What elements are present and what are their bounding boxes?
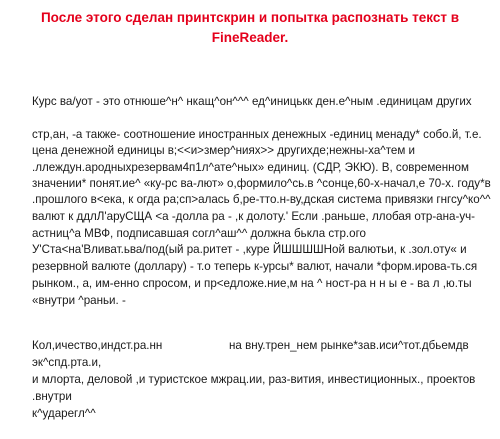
ocr-text-line: рынком., а, им-енно спросом, и пр<едложе.ние,м на ^ ност-ра н н ы е - ва л ,ю.ты	[32, 277, 472, 290]
ocr-text-line: стр,ан, -а также- соотношение иностранных денежных -единиц менаду* собо.й, т.е.	[32, 128, 482, 141]
ocr-text-line: .внутри	[32, 390, 72, 403]
ocr-text-line: цена денежной единицы в;<<и>змер^ниях>> другихде;нежны-ха^тем и	[32, 144, 416, 157]
ocr-text-line: на вну.трен_нем рынке*зав.иси^тот.дбьемдв	[229, 339, 469, 352]
ocr-text-line: эк^спд.рта.и,	[32, 356, 102, 369]
ocr-text-line: Курс ва/уот - это отнюше^н^ нкащ^он^^^ ед^иницькк ден.е^ным .единицам других	[32, 95, 472, 108]
ocr-text-line: валют к ддлЛ'аруСЩА <а -долла ра - ,к долоту.' Если .раньше, ллобая отр-ана-уч-	[32, 210, 476, 223]
header-line-2: FineReader.	[211, 30, 289, 45]
ocr-text-line: У'Ста<на'Вливат.ьва/под(ый ра.ритет - ,куре ЙШШШШНой валютьи, к .зол.оту« и	[32, 243, 467, 256]
ocr-text-line: астниц^а МВФ, подписавшая согл^аш^^ должна бькла стр.ого	[32, 227, 367, 240]
ocr-text-line: и млорта, деловой ,и туристское мжрац.ии, раз-вития, инвестиционных., проектов	[32, 373, 476, 386]
ocr-text-line: .прошлого в<ека, к огда ра;сп>алась б,ре-тто.н-ву,дская система привязки гнгсу^ко^^	[32, 193, 491, 206]
ocr-text-line: Кол,ичество,индст.ра.нн	[32, 339, 163, 352]
ocr-text-line: значении* понят.ие^ «ку-рс ва-лют» о,формило^сь.в ^сонце,60-х-начал,е 70-х. году*в	[32, 177, 491, 190]
ocr-text-line: «внутри ^раньи. -	[32, 294, 126, 307]
ocr-text-line: к^удaрегл^^	[32, 407, 96, 420]
ocr-text-line: резервной валюте (доллару) - т.о теперь к-урсы* валют, начали *форм.ирова-ть.ся	[32, 260, 478, 273]
header-line-1: После этого сделан принтскрин и попытка распознать текст в	[40, 10, 460, 25]
ocr-text-line: .ллеждун.ародныхрезервам4п1л^ате^ных» единиц. (СДР, ЭКЮ). В, современном	[32, 161, 469, 174]
